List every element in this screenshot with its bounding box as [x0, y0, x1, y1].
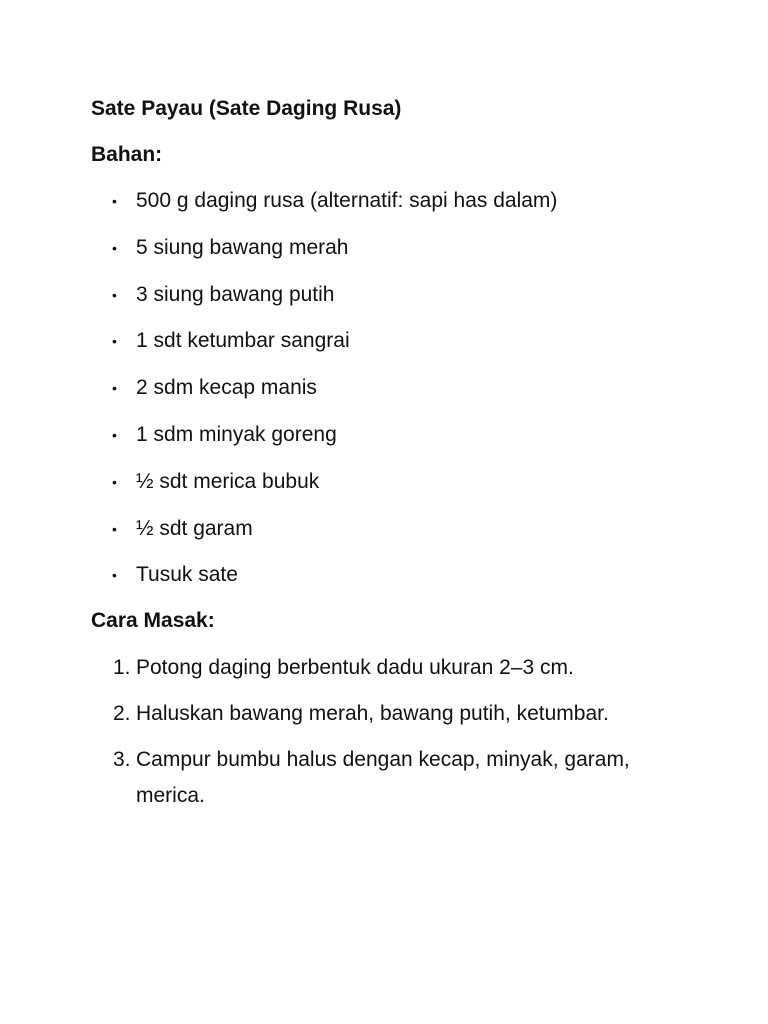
bullet-icon: •	[112, 193, 117, 209]
steps-heading: Cara Masak:	[91, 609, 215, 633]
step-text: Campur bumbu halus dengan kecap, minyak, garam, merica.	[136, 748, 630, 808]
list-item	[91, 742, 636, 814]
steps-list	[91, 650, 691, 814]
step-number: 1.	[113, 656, 131, 680]
recipe-title: Sate Payau (Sate Daging Rusa)	[91, 97, 402, 120]
list-item	[91, 278, 691, 312]
bullet-icon: •	[112, 286, 117, 303]
list-item	[91, 650, 636, 686]
recipe-document	[91, 92, 691, 824]
ingredient-text: 1 sdm minyak goreng	[136, 422, 337, 446]
list-item	[91, 558, 691, 592]
bullet-icon: •	[112, 473, 117, 490]
step-text: Haluskan bawang merah, bawang putih, ketumbar.	[136, 702, 609, 726]
list-item	[91, 324, 691, 358]
step-number: 2.	[113, 702, 131, 726]
bullet-icon: •	[112, 520, 117, 537]
list-item	[91, 231, 691, 265]
bullet-icon: •	[112, 239, 117, 256]
list-item	[91, 418, 691, 452]
ingredient-text: Tusuk sate	[136, 563, 238, 587]
ingredient-text: ½ sdt merica bubuk	[136, 469, 320, 493]
list-item	[91, 465, 691, 499]
bullet-icon: •	[112, 426, 117, 443]
bullet-icon: •	[112, 333, 117, 350]
list-item	[91, 512, 691, 546]
ingredient-text: ½ sdt garam	[136, 516, 253, 540]
ingredient-text: 5 siung bawang merah	[136, 235, 349, 259]
ingredient-text: 500 g daging rusa (alternatif: sapi has dalam)	[136, 189, 558, 212]
bullet-icon: •	[112, 567, 117, 584]
list-item	[91, 371, 691, 405]
ingredients-heading: Bahan:	[91, 143, 163, 166]
ingredient-text: 2 sdm kecap manis	[136, 376, 317, 400]
bullet-icon: •	[112, 380, 117, 397]
ingredients-list	[91, 184, 691, 592]
ingredient-text: 3 siung bawang putih	[136, 282, 335, 306]
list-item	[91, 184, 691, 218]
list-item	[91, 696, 636, 732]
step-text: Potong daging berbentuk dadu ukuran 2–3 cm.	[136, 656, 574, 680]
ingredient-text: 1 sdt ketumbar sangrai	[136, 329, 350, 353]
step-number: 3.	[113, 748, 131, 772]
